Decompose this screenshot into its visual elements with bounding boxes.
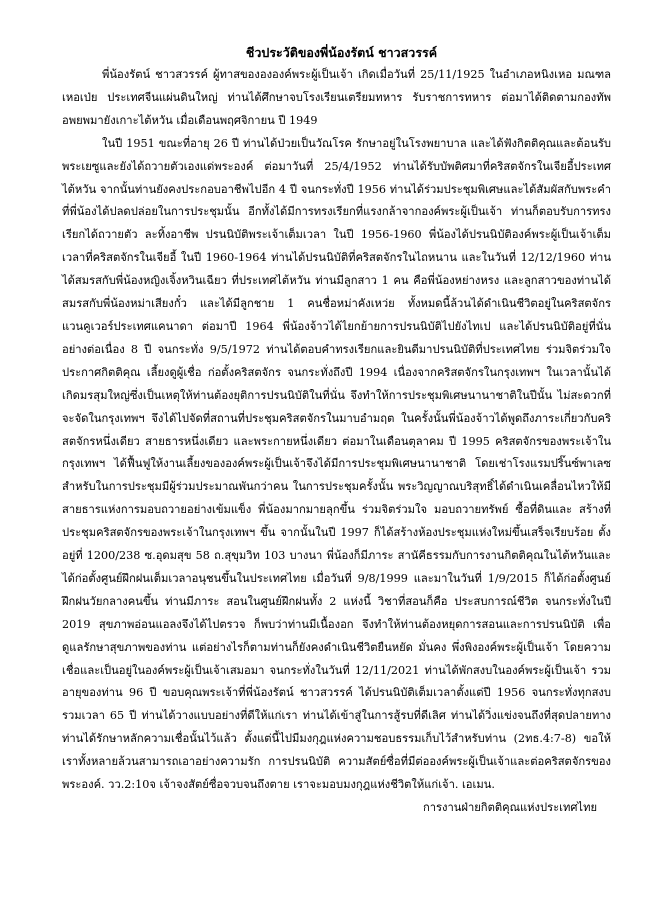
page-title: ชีวประวัติของพี่น้องรัตน์ ชาวสวรรค์ xyxy=(245,45,438,60)
paragraph-biography: ในปี 1951 ขณะที่อายุ 26 ปี ท่านได้ป่วยเป็นวัณโรค รักษาอยู่ในโรงพยาบาล และได้ฟังกิตติคุณและต้อนรับพระเยซูและยังได้ถวายตัวเองแด่พระองค์ ต่อมาวันที่ 25/4/1952 ท่านได้รับบัพติศมาที่คริสตจักรในเจียอี้ประเทศไต้หวัน จากนั้นท่านยังคงประกอบอาชีพไปอีก 4 ปี จนกระทั่งปี 1956 ท่านได้ร่วมประชุมพิเศษและได้สัมผัสกับพระคำที่พี่น้องได้ปลดปล่อยในการประชุมนั้น อีกทั้งได้มีการทรงเรียกที่แรงกล้าจากองค์พระผู้เป็นเจ้า ท่านก็ตอบรับการทรงเรียกได้ถวายตัว ละทิ้งอาชีพ ปรนนิบัติพระเจ้าเต็มเวลา ในปี 1956-1960 พี่น้องได้ปรนนิบัติองค์พระผู้เป็นเจ้าเต็มเวลาที่คริสตจักรในเจียอี้ ในปี 1960-1964 ท่านได้ปรนนิบัติที่คริสตจักรในไถหนาน และในวันที่ 12/12/1960 ท่านได้สมรสกับพี่น้องหญิงเจิ้งหวินเฉียว ที่ประเทศไต้หวัน ท่านมีลูกสาว 1 คน คือพี่น้องหย่างหรง และลูกสาวของท่านได้สมรสกับพี่น้องหม่าเสียงกั๋ว และได้มีลูกชาย 1 คนชื่อหม่าคังเหว่ย ทั้งหมดนี้ล้วนได้ดำเนินชีวิตอยู่ในคริสตจักรแวนคูเวอร์ประเทศแคนาดา ต่อมาปี 1964 พี่น้องจ้าวได้ไยกย้ายการปรนนิบัติไปยังไทเป และได้ปรนนิบัติอยู่ที่นั่นอย่างต่อเนื่อง 8 ปี จนกระทั่ง 9/5/1972 ท่านได้ตอบคำทรงเรียกและยินดีมาปรนนิบัติที่ประเทศไทย ร่วมจิตร่วมใจประกาศกิตติคุณ เลี้ยงดูผู้เชื่อ ก่อตั้งคริสตจักร จนกระทั่งถึงปี 1994 เนื่องจากคริสตจักรในกรุงเทพฯ ในเวลานั้นได้เกิดมรสุมใหญ่ซึ่งเป็นเหตุให้ท่านต้องยุติการปรนนิบัติในที่นั่น จึงทำให้การประชุมพิเศษนานาชาติในปีนั้น ไม่สะดวกที่จะจัดในกรุงเทพฯ จึงได้ไปจัดที่สถานที่ประชุมคริสตจักรในมาบอำมฤต ในครั้งนั้นพี่น้องจ้าวได้พูดถึงภาระเกี่ยวกับคริสตจักรหนึ่งเดียว สายธารหนึ่งเดียว และพระกายหนึ่งเดียว ต่อมาในเดือนตุลาคม ปี 1995 คริสตจักรของพระเจ้าในกรุงเทพฯ ได้ฟื้นฟูให้งานเลี้ยงขององค์พระผู้เป็นเจ้าจึงได้มีการประชุมพิเศษนานาชาติ โดยเช่าโรงแรมปริ๊นซ์พาเลซ สำหรับในการประชุมมีผู้ร่วมประมาณพันกว่าคน ในการประชุมครั้งนั้น พระวิญญาณบริสุทธิ์ได้ดำเนินเคลื่อนไหวให้มีสายธารแห่งการมอบถวายอย่างเข้มแข็ง พี่น้องมากมายลุกขึ้น ร่วมจิตร่วมใจ มอบถวายทรัพย์ ซื้อที่ดินและ สร้างที่ประชุมคริสตจักรของพระเจ้าในกรุงเทพฯ ขึ้น จากนั้นในปี 1997 ก็ได้สร้างห้องประชุมแห่งใหม่ขึ้นเสร็จเรียบร้อย ตั้งอยู่ที่ 1200/238 ซ.อุดมสุข 58 ถ.สุขุมวิท 103 บางนา พี่น้องก็มีภาระ สานัคีธรรมกับการงานกิตติคุณในไต้หวันและ ได้ก่อตั้งศูนย์ฝึกฝนเต็มเวลาอนุชนขึ้นในประเทศไทย เมื่อวันที่ 9/8/1999 และมาในวันที่ 1/9/2015 ก็ได้ก่อตั้งศูนย์ฝึกฝนวัยกลางคนขึ้น ท่านมีภาระ สอนในศูนย์ฝึกฝนทั้ง 2 แห่งนี้ วิชาที่สอนก็คือ ประสบการณ์ชีวิต จนกระทั่งในปี 2019 สุขภาพอ่อนแอลงจึงได้ไปตรวจ ก็พบว่าท่านมีเนื้องอก จึงทำให้ท่านต้องหยุดการสอนและการปรนนิบัติ เพื่อดูแลรักษาสุขภาพของท่าน แต่อย่างไรก็ตามท่านก็ยังคงดำเนินชีวิตยืนหยัด มั่นคง พึ่งพิงองค์พระผู้เป็นเจ้า โดยความเชื่อและเป็นอยู่ในองค์พระผู้เป็นเจ้าเสมอมา จนกระทั่งในวันที่ 12/11/2021 ท่านได้พักสงบในองค์พระผู้เป็นเจ้า รวมอายุของท่าน 96 ปี ขอบคุณพระเจ้าที่พี่น้องรัตน์ ชาวสวรรค์ ได้ปรนนิบัติเต็มเวลาตั้งแต่ปี 1956 จนกระทั่งทุกสงบ รวมเวลา 65 ปี ท่านได้วางแบบอย่างที่ดีให้แก่เรา ท่านได้เข้าสู่ในการสู้รบที่ดีเลิศ ท่านได้วิ่งแข่งจนถึงที่สุดปลายทาง ท่านได้รักษาหลักความเชื่อนั้นไว้แล้ว ตั้งแต่นี้ไปมีมงกุฎแห่งความชอบธรรมเก็บไว้สำหรับท่าน (2ทธ.4:7-8) ขอให้เราทั้งหลายล้วนสามารถเอาอย่างความรัก การปรนนิบัติ ความสัตย์ซื่อที่มีต่อองค์พระผู้เป็นเจ้าและต่อคริสตจักรของพระองค์. วว.2:10จ เจ้าจงสัตย์ซื่อจวบจนถึงตาย เราจะมอบมงกุฎแห่งชีวิตให้แก่เจ้า. เอเมน. xyxy=(62,136,611,792)
paragraph-intro: พี่น้องรัตน์ ชาวสวรรค์ ผู้ทาสของององค์พระผู้เป็นเจ้า เกิดเมื่อวันที่ 25/11/1925 ในอำเภอหนิงเหอ มณฑลเหอเป่ย ประเทศจีนแผ่นดินใหญ่ ท่านได้ศึกษาจบโรงเรียนเตรียมทหาร รับราชการทหาร ต่อมาได้ติดตามกองทัพอพยพมายังเกาะไต้หวัน เมื่อเดือนพฤศจิกายน ปี 1949 xyxy=(62,68,611,127)
signature: การงานฝ่ายกิตติคุณแห่งประเทศไทย xyxy=(422,801,597,814)
